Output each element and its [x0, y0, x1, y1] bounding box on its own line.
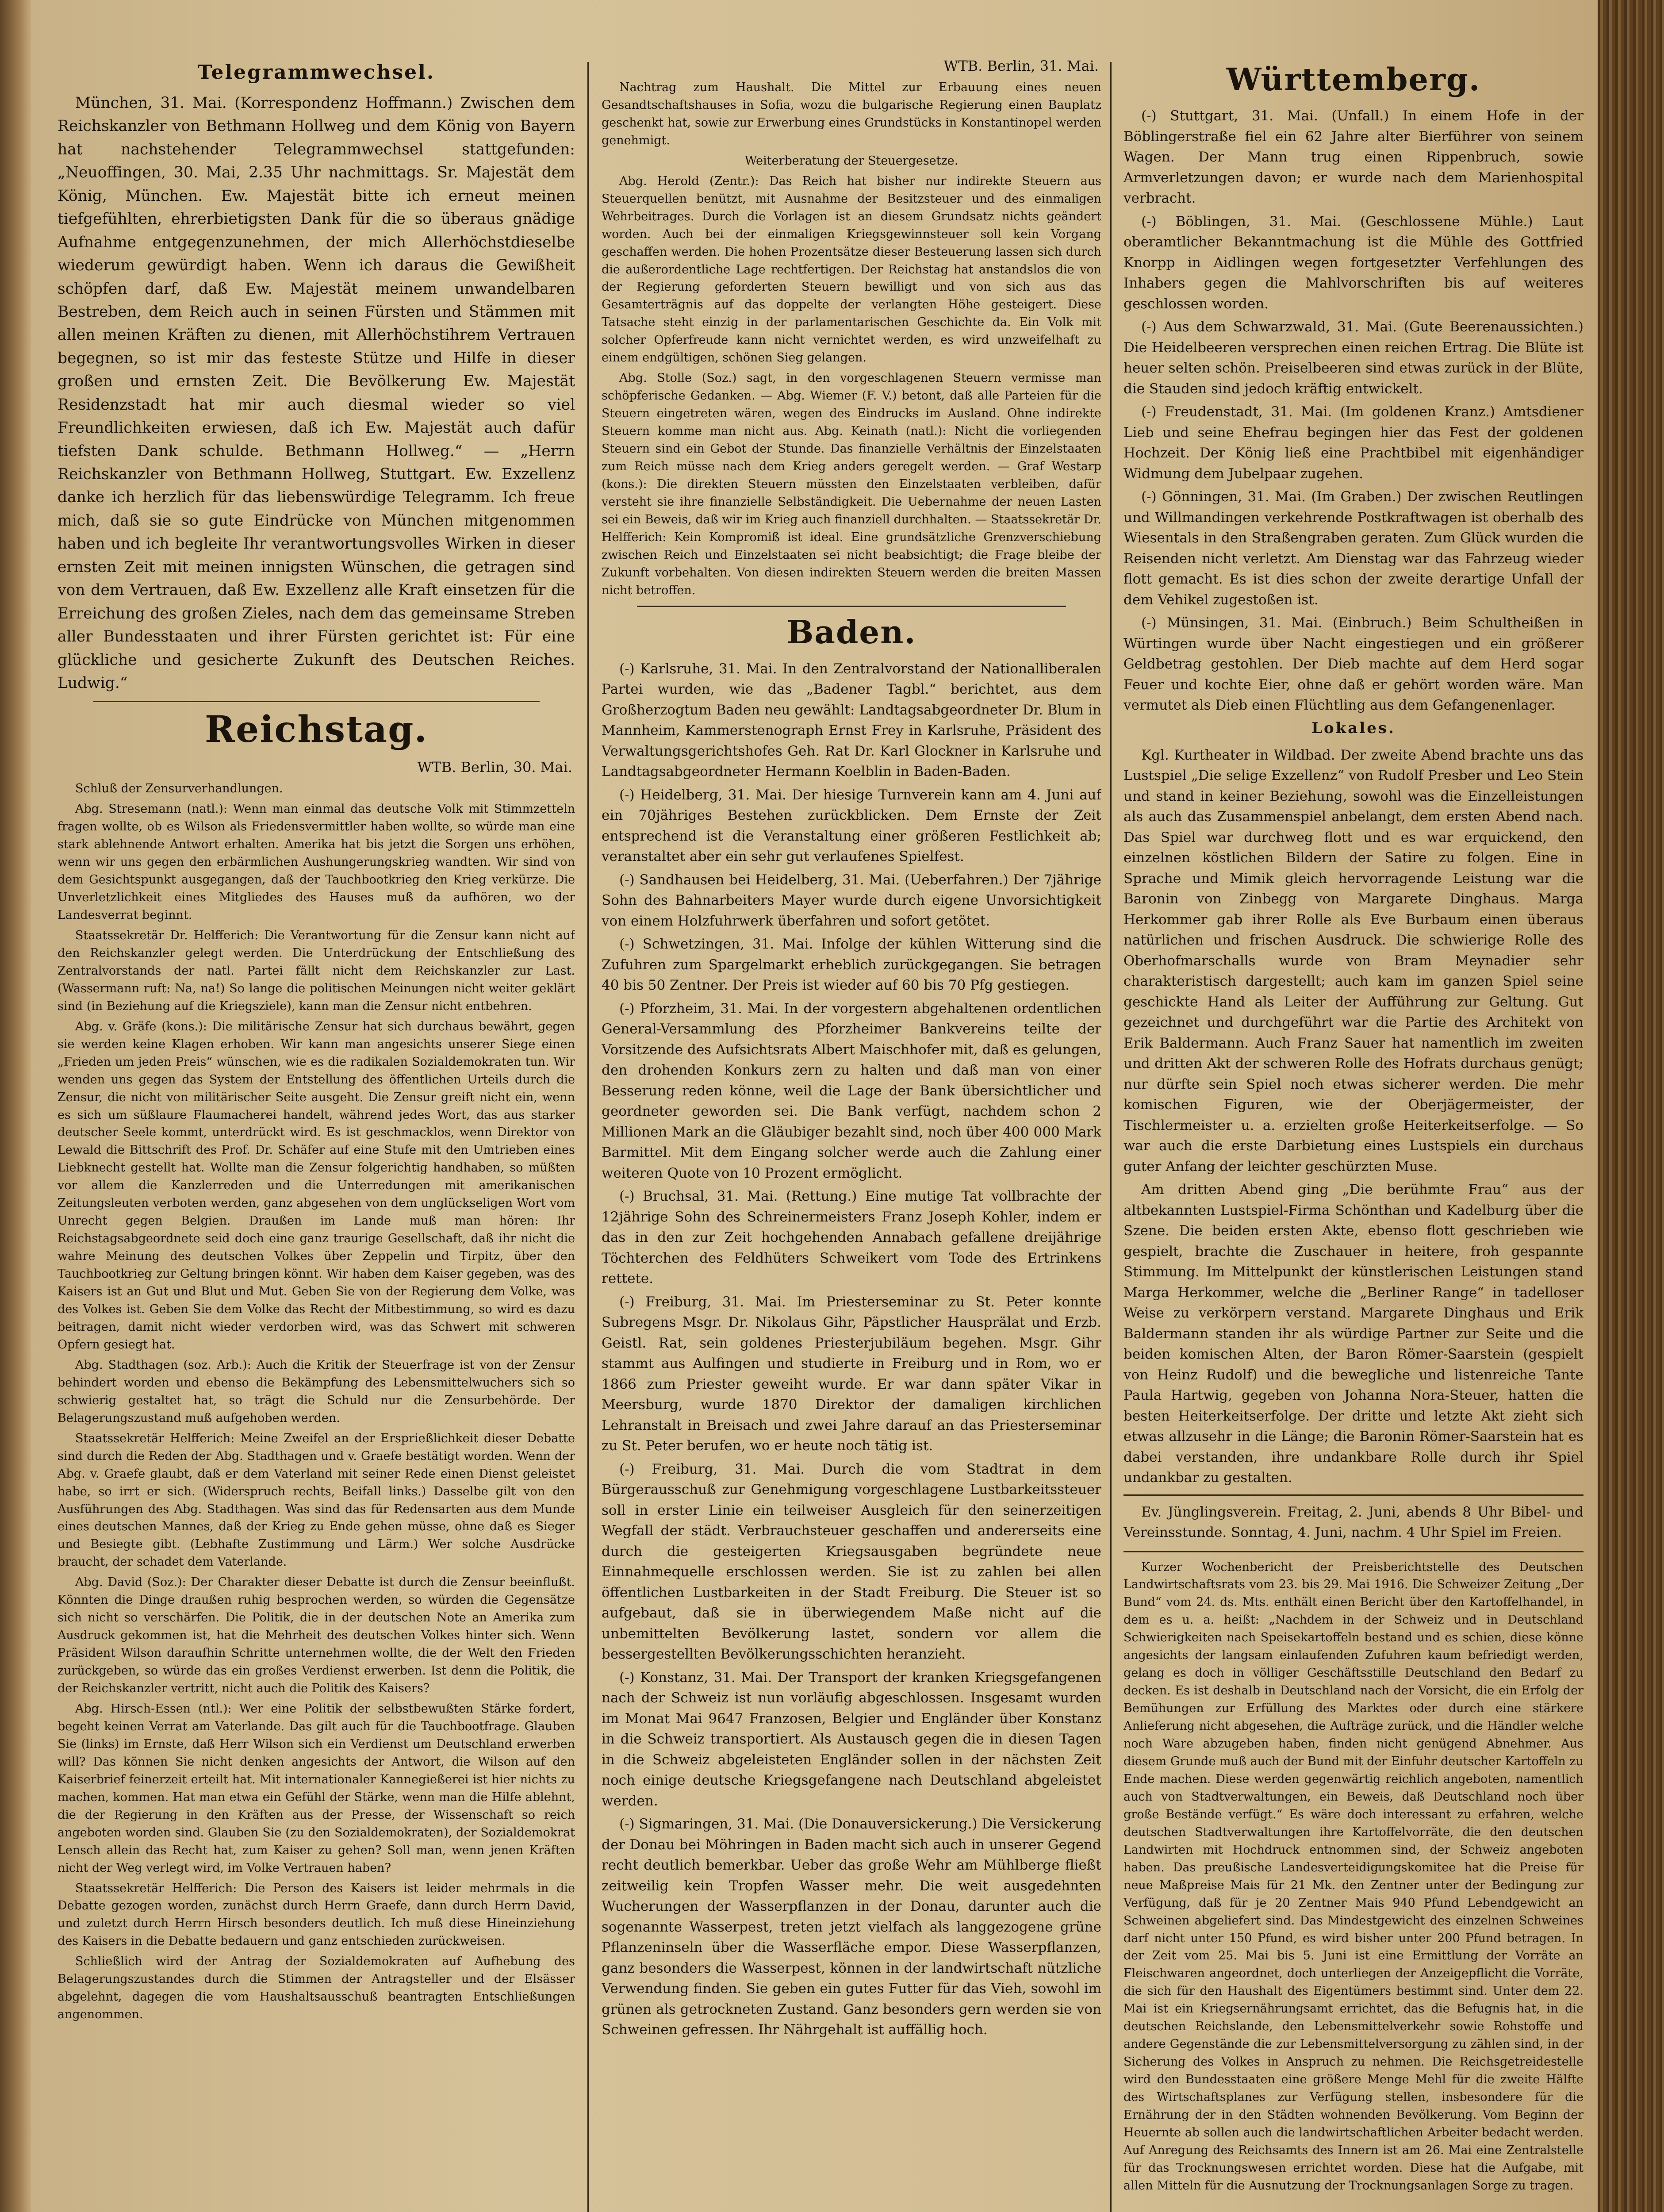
reichstag-paragraph: Staatssekretär Dr. Helfferich: Die Verantwortung für die Zensur kann nicht auf den Reichskanzler gelegt werden. Die Unterdrückung der Entschließung des Zentralvorstands der natl. Partei fällt nicht dem Reichskanzler zur Last. (Wassermann ruft: Na, na!) So lange die politischen Meinungen nicht weiter geklärt sind (in Beziehung auf die Kriegsziele), kann man die Zensur nicht entbehren.: [58, 929, 575, 1013]
separator: [1123, 1494, 1583, 1496]
page-edge-left: [0, 0, 31, 2212]
newspaper-page: [31, 0, 1598, 2212]
baden-item: (-) Freiburg, 31. Mai. Durch die vom Stadtrat in dem Bürgerausschuß zur Genehmigung vorgeschlagene Lustbarkeitssteuer soll in erster Linie ein teilweiser Ausgleich für den seinerzeitigen Wegfall der städt. Verbrauchsteuer geschaffen und andererseits eine durch die gesteigerten Kriegsausgaben begründete neue Einnahmequelle erschlossen werden. Sie ist zu zahlen bei allen öffentlichen Lustbarkeiten in der Stadt Freiburg. Die Steuer ist so aufgebaut, daß sie in überwiegendem Maße nicht auf die unbemittelten Bevölkerung lastet, sondern vor allem die bessergestellten Bevölkerungsschichten heranzieht.: [602, 1461, 1101, 1663]
book-spine: [1598, 0, 1664, 2212]
baden-item: (-) Pforzheim, 31. Mai. In der vorgestern abgehaltenen ordentlichen General-Versammlung des Pforzheimer Bankvereins teilte der Vorsitzende des Aufsichtsrats Albert Maischhofer mit, daß es gelungen, den drohenden Konkurs zern zu halten und daß man von einer Besserung reden könne, weil die Lage der Bank übersichtlicher und geordneter geworden sei. Die Bank verfügt, nachdem schon 2 Millionen Mark an die Gläubiger bezahlt sind, noch über 400 000 Mark Barmittel. Mit dem Eingang solcher werde auch die Zahlung einer weiteren Quote von 10 Prozent ermöglicht.: [602, 1000, 1101, 1181]
berlin-text: Nachtrag zum Haushalt. Die Mittel zur Erbauung eines neuen Gesandtschaftshauses in Sofia, wozu die bulgarische Regierung einen Bauplatz geschenkt hat, sowie zur Erwerbung eines Grundstücks in Konstantinopel werden genehmigt.: [602, 81, 1101, 147]
wuerttemberg-item: (-) Böblingen, 31. Mai. (Geschlossene Mühle.) Laut oberamtlicher Bekanntmachung ist die Mühle des Gottfried Knorpp in Aidlingen wegen fortgesetzter Verfehlungen des Inhabers gegen die Mahlvorschriften bis auf weiteres geschlossen worden.: [1123, 213, 1583, 312]
berlin-subheading: Weiterberatung der Steuergesetze.: [744, 154, 959, 168]
reichstag-paragraph: Schließlich wird der Antrag der Sozialdemokraten auf Aufhebung des Belagerungszustandes durch die Stimmen der Antragsteller und der Elsässer abgelehnt, dagegen die vom Haushaltsausschuß beantragten Entschließungen angenommen.: [58, 1955, 575, 2022]
wuerttemberg-item: (-) Freudenstadt, 31. Mai. (Im goldenen Kranz.) Amtsdiener Lieb und seine Ehefrau begingen hier das Fest der goldenen Hochzeit. Der König ließ eine Prachtbibel mit eigenhändiger Widmung dem Jubelpaar zugehen.: [1123, 404, 1583, 482]
wuerttemberg-item: (-) Aus dem Schwarzwald, 31. Mai. (Gute Beerenaussichten.) Die Heidelbeeren versprechen einen reichen Ertrag. Die Blüte ist heuer selten schön. Preiselbeeren sind etwas zurück in der Blüte, die Stauden sind jedoch kräftig entwickelt.: [1123, 319, 1583, 397]
separator: [93, 701, 540, 702]
column-rule: [587, 62, 589, 2212]
reichstag-paragraph: Staatssekretär Helfferich: Meine Zweifel an der Ersprießlichkeit dieser Debatte sind durch die Reden der Abg. Stadthagen und v. Graefe bestätigt worden. Wenn der Abg. v. Graefe glaubt, daß er dem Vaterland mit seiner Rede einen Dienst geleistet habe, so irrt er sich. (Widerspruch rechts, Beifall links.) Dasselbe gilt von den Ausführungen des Abg. Stadthagen. Was sind das für Redensarten aus dem Munde eines deutschen Mannes, daß der Krieg zu Ende gehen müsse, ohne daß es Sieger und Besiegte gibt. (Lebhafte Zustimmung und Lärm.) Wer solche Ausdrücke braucht, der schadet dem Vaterlande.: [58, 1431, 575, 1569]
column-middle: [602, 58, 1101, 2212]
baden-item: (-) Heidelberg, 31. Mai. Der hiesige Turnverein kann am 4. Juni auf ein 70jähriges Bestehen zurückblicken. Dem Ernste der Zeit entsprechend ist die Veranstaltung einer größeren Festlichkeit ab; veranstaltet aber ein sehr gut verlaufenes Spielfest.: [602, 787, 1101, 865]
wochenbericht-text: Kurzer Wochenbericht der Preisberichtstelle des Deutschen Landwirtschaftsrats vom 23. bis 29. Mai 1916. Die Schweizer Zeitung „Der Bund“ vom 24. ds. Mts. enthält einen Bericht über den Kartoffelhandel, in dem es u. a. heißt: „Nachdem in der Schweiz und in Deutschland Schwierigkeiten nach Speisekartoffeln bestand und es schien, diese könne angesichts der langsam einlaufenden Zufuhren kaum befriedigt werden, gelang es doch in völliger Geschäftsstille Deutschland den Bedarf zu decken. Es ist deshalb in Deutschland nach der Vorsicht, die ein Erfolg der Bemühungen zur Erfüllung des Marktes oder durch eine stärkere Anlieferung nicht abgesehen, die Aufträge zurück, und die Händler welche noch Ware abzugeben haben, finden nicht genügend Abnehmer. Aus diesem Grunde muß auch der Bund mit der Einfuhr deutscher Kartoffeln zu Ende machen. Diese werden gegenwärtig reichlich angeboten, namentlich auch von Stadtverwaltungen, ein Beweis, daß Deutschland noch über große Bestände verfügt.“ Es wäre doch interessant zu erfahren, welche deutschen Stadtverwaltungen ihre Kartoffelvorräte, die den deutschen Landwirten mit Hochdruck entnommen sind, der Schweiz angeboten haben. Das preußische Landesverteidigungskomitee hat die Preise für neue Maßpreise Mais für 21 Mk. den Zentner unter der Bedingung zur Verfügung, daß für je 20 Zentner Mais 940 Pfund Lebendgewicht an Schweinen abgeliefert sind. Das Mindestgewicht des einzelnen Schweines darf nicht unter 150 Pfund, es wird bisher unter 200 Pfund betragen. In der Zeit vom 25. Mai bis 5. Juni ist eine Ermittlung der Vorräte an Fleischwaren angeordnet, doch unterliegen der Anzeigepflicht die Vorräte, die sich für den Haushalt des Eigentümers bestimmt sind. Unter dem 22. Mai ist ein Kriegsernährungsamt errichtet, das die Befugnis hat, in die deutschen Reichslande, den Lebensmittelverkehr sowie Rohstoffe und andere Gegenstände die zur Lebensmittelversorgung zu zählen sind, in der Sicherung des Volkes in Anspruch zu nehmen. Die Reichsgetreidestelle wird den Bundesstaaten eine größere Menge Mehl für die zweite Hälfte des Wirtschaftsplanes zur Verfügung stellen, insbesondere für die Ernährung der in den Städten wohnenden Bevölkerung. Vom Beginn der Heuernte ab sollen auch die landwirtschaftlichen Arbeiter bedacht werden. Auf Anregung des Reichsamts des Innern ist am 26. Mai eine Zentralstelle für das Trocknungswesen errichtet worden. Diese hat die Aufgabe, mit allen Mitteln für die Ausnutzung der Trocknungsanlagen Sorge zu tragen.: [1123, 1560, 1583, 2193]
lokales-heading: Lokales.: [1311, 719, 1396, 737]
column-left: [58, 58, 575, 2212]
baden-item: (-) Sandhausen bei Heidelberg, 31. Mai. (Ueberfahren.) Der 7jährige Sohn des Bahnarbeiters Mayer wurde durch eigene Unvorsichtigkeit von einem Holzfuhrwerk überfahren und sofort getötet.: [602, 872, 1101, 929]
baden-item: (-) Sigmaringen, 31. Mai. (Die Donauversickerung.) Die Versickerung der Donau bei Möhringen in Baden macht sich auch in unserer Gegend recht deutlich bemerkbar. Ueber das große Wehr am Mühlberge fließt zeitweilig kein Tropfen Wasser mehr. Die weit ausgedehnten Wucherungen der Wasserpflanzen in der Donau, darunter auch die sogenannte Wasserpest, treten jetzt vielfach als langgezogene grüne Pflanzeninseln über die Wasserfläche empor. Diese Wasserpflanzen, ganz besonders die Wasserpest, können in der landwirtschaft nützliche Verwendung finden. Sie geben ein gutes Futter für das Vieh, sowohl im grünen als getrockneten Zustand. Ganz besonders gern werden sie von Schweinen gefressen. Ihr Nährgehalt ist auffällig hoch.: [602, 1816, 1101, 2038]
reichstag-paragraph: Abg. Stadthagen (soz. Arb.): Auch die Kritik der Steuerfrage ist von der Zensur behindert worden und ebenso die Bekämpfung des Lebensmittelwuchers sich so schwierig gestaltet hat, so trägt die Schuld nur die Zensurbehörde. Der Belagerungszustand muß aufgehoben werden.: [58, 1358, 575, 1425]
berlin-text: Abg. Stolle (Soz.) sagt, in den vorgeschlagenen Steuern vermisse man schöpferische Gedanken. — Abg. Wiemer (F. V.) betont, daß alle Parteien für die Steuern eingetreten wären, wegen des Eindrucks im Ausland. Ohne indirekte Steuern komme man nicht aus. Abg. Keinath (natl.): Nicht die vorliegenden Steuern sind ein Gebot der Stunde. Das finanzielle Verhältnis der Einzelstaaten zum Reich müsse nach dem Krieg anders geregelt werden. — Graf Westarp (kons.): Die direkten Steuern müssten den Einzelstaaten verbleiben, dafür versteht sie ihre finanzielle Selbständigkeit. Die Uebernahme der neuen Lasten sei ein Beweis, daß wir im Krieg auch finanziell durchhalten. — Staatssekretär Dr. Helfferich: Kein Kompromiß ist ideal. Eine grundsätzliche Grenzverschiebung zwischen Reich und Einzelstaaten sei nicht beabsichtigt; die Frage bleibe der Zukunft vorbehalten. Von diesen indirekten Steuern werden die breiten Massen nicht betroffen.: [602, 371, 1101, 597]
wuerttemberg-item: (-) Gönningen, 31. Mai. (Im Graben.) Der zwischen Reutlingen und Willmandingen verkehrende Postkraftwagen ist oberhalb des Wiesentals in den Straßengraben geraten. Zum Glück wurden die Reisenden nicht verletzt. Am Dienstag war das Fahrzeug wieder flott gemacht. Es ist dies schon der zweite derartige Unfall der dem Vehikel zugestoßen ist.: [1123, 489, 1583, 608]
reichstag-paragraph: Staatssekretär Helfferich: Die Person des Kaisers ist leider mehrmals in die Debatte gezogen worden, zunächst durch Herrn Graefe, dann durch Herrn David, und zuletzt durch Herrn Hirsch besonders deutlich. Ich muß diese Hineinziehung des Kaisers in die Debatte bedauern und ganz entschieden zurückweisen.: [58, 1881, 575, 1948]
reichstag-paragraph: Abg. David (Soz.): Der Charakter dieser Debatte ist durch die Zensur beeinflußt. Könnten die Dinge draußen ruhig besprochen werden, so würden die Gegensätze sich nicht so verschärfen. Die Politik, die in der deutschen Note an Amerika zum Ausdruck gekommen ist, hat die Mehrheit des deutschen Volkes hinter sich. Wenn Präsident Wilson daraufhin Schritte unternehmen wollte, die der Welt den Frieden zurückgeben, so würde das ein großes Verdienst erwerben. Ist denn die Politik, die der Reichskanzler vertritt, nicht auch die Politik des Kaisers?: [58, 1575, 575, 1696]
reichstag-paragraph: Schluß der Zensurverhandlungen.: [75, 782, 283, 796]
wuerttemberg-item: (-) Stuttgart, 31. Mai. (Unfall.) In einem Hofe in der Böblingerstraße fiel ein 62 Jahre alter Bierführer von seinem Wagen. Der Mann trug einen Rippenbruch, sowie Armverletzungen davon; er wurde nach dem Marienhospital verbracht.: [1123, 108, 1583, 206]
wochenbericht-box: [1123, 1551, 1583, 2195]
wuerttemberg-heading: Württemberg.: [1226, 61, 1481, 98]
separator: [637, 606, 1066, 607]
berlin-text: Abg. Herold (Zentr.): Das Reich hat bisher nur indirekte Steuern aus Steuerquellen benützt, mit Ausnahme der Besitzsteuer und des einmaligen Wehrbeitrages. Durch die Vorlagen ist an diesem Grundsatz nichts geändert worden. Auch bei der einmaligen Kriegsgewinnsteuer soll kein Vorgang geschaffen werden. Die hohen Prozentsätze dieser Besteuerung lassen sich durch die außerordentliche Lage rechtfertigen. Der Reichstag hat anstandslos die von der Regierung geforderten Steuern bewilligt und von sich aus das Gesamterträgnis auf das doppelte der verlangten Höhe gesteigert. Diese Tatsache steht einzig in der parlamentarischen Geschichte da. Ein Volk mit solcher Opferfreude kann nicht vernichtet werden, es wird unzweifelhaft zu einem endgültigen, schönen Sieg gelangen.: [602, 174, 1101, 365]
wuerttemberg-item: (-) Münsingen, 31. Mai. (Einbruch.) Beim Schultheißen in Würtingen wurde über Nacht eingestiegen und ein größerer Geldbetrag gestohlen. Der Dieb machte auf dem Herd sogar Feuer und kochte Eier, ohne daß er gehört worden wäre. Man vermutet als Dieb einen Flüchtling aus dem Gefangenenlager.: [1123, 615, 1583, 713]
telegramm-heading: Telegrammwechsel.: [197, 61, 435, 84]
baden-item: (-) Bruchsal, 31. Mai. (Rettung.) Eine mutige Tat vollbrachte der 12jährige Sohn des Schreinermeisters Franz Joseph Kohler, indem er das in den zur Zeit hochgehenden Annabach gefallene dreijährige Töchterchen des Feldhüters Schweikert vom Tode des Ertrinkens rettete.: [602, 1188, 1101, 1287]
baden-item: (-) Schwetzingen, 31. Mai. Infolge der kühlen Witterung sind die Zufuhren zum Spargelmarkt erheblich zurückgegangen. Sie betragen 40 bis 50 Zentner. Der Preis ist wieder auf 60 bis 70 Pfg gestiegen.: [602, 936, 1101, 994]
reichstag-heading: Reichstag.: [204, 708, 428, 751]
berlin-dateline: WTB. Berlin, 31. Mai.: [943, 58, 1099, 74]
telegramm-text: München, 31. Mai. (Korrespondenz Hoffmann.) Zwischen dem Reichskanzler von Bethmann Hollweg und dem König von Bayern hat nachstehender Telegrammwechsel stattgefunden: „Neuoffingen, 30. Mai, 2.35 Uhr nachmittags. Sr. Majestät dem König, München. Ew. Majestät bitte ich erneut meinen tiefgefühlten, ehrerbietigsten Dank für die so überaus gnädige Aufnahme entgegenzunehmen, der mich Allerhöchstdieselbe wiederum gewürdigt haben. Wenn ich daraus die Gewißheit schöpfen darf, daß Ew. Majestät meinem unwandelbaren Bestreben, dem Reich auch in seinen Fürsten und Stämmen mit allen meinen Kräften zu dienen, mit Allerhöchstihrem Vertrauen begegnen, so ist mir das festeste Stütze und Hilfe in dieser großen und ernsten Zeit. Die Bevölkerung Ew. Majestät Residenzstadt hat mir auch diesmal wieder so viel Freundlichkeiten erwiesen, daß ich Ew. Majestät auch dafür tiefsten Dank schulde. Bethmann Hollweg.“ — „Herrn Reichskanzler von Bethmann Hollweg, Stuttgart. Ew. Exzellenz danke ich herzlich für das liebenswürdige Telegramm. Ich freue mich, daß sie so gute Eindrücke von München mitgenommen haben und ich begleite Ihr verantwortungsvolles Wirken in dieser ernsten Zeit mit meinen innigsten Wünschen, die getragen sind von dem Vertrauen, daß Ew. Exzellenz alle Kraft einsetzen für die Erreichung des großen Zieles, nach dem das gemeinsame Streben aller Bundesstaaten und ihrer Fürsten gerichtet ist: Für eine glückliche und gesicherte Zukunft des Deutschen Reiches. Ludwig.“: [58, 94, 575, 692]
column-right: [1123, 58, 1583, 2212]
baden-heading: Baden.: [786, 613, 916, 651]
verein-notice: Ev. Jünglingsverein. Freitag, 2. Juni, abends 8 Uhr Bibel- und Vereinsstunde. Sonntag, 4. Juni, nachm. 4 Uhr Spiel im Freien.: [1123, 1504, 1583, 1540]
lokales-paragraph: Am dritten Abend ging „Die berühmte Frau“ aus der altbekannten Lustspiel-Firma Schönthan und Kadelburg über die Szene. Die beiden ersten Akte, ebenso flott geschrieben wie gespielt, brachte die Zuschauer in heitere, froh gespannte Stimmung. Im Mittelpunkt der künstlerischen Leistungen stand Marga Herkommer, welche die „Berliner Range“ in tadelloser Weise zu verkörpern verstand. Margarete Dinghaus und Erik Baldermann standen ihr als würdige Partner zur Seite und die beiden komischen Alten, der Baron Römer-Saarstein (gespielt von Heinz Rudolf) und die bewegliche und listenreiche Tante Paula Hartwig, gegeben von Johanna Nora-Steuer, hatten die besten Heiterkeitserfolge. Der dritte und letzte Akt zieht sich etwas allzusehr in die Länge; die Baronin Römer-Saarstein hat es dabei verstanden, ihre undankbare Rolle durch ihr Spiel undankbar zu gestalten.: [1123, 1182, 1583, 1486]
baden-item: (-) Freiburg, 31. Mai. Im Priesterseminar zu St. Peter konnte Subregens Msgr. Dr. Nikolaus Gihr, Päpstlicher Hausprälat und Erzb. Geistl. Rat, sein goldenes Priesterjubiläum begehen. Msgr. Gihr stammt aus Aulfingen und studierte in Freiburg und in Rom, wo er 1866 zum Priester geweiht wurde. Er war dann später Vikar in Meersburg, wurde 1870 Direktor der damaligen kirchlichen Lehranstalt in Breisach und zwei Jahre darauf an das Priesterseminar zu St. Peter berufen, wo er heute noch tätig ist.: [602, 1294, 1101, 1454]
baden-item: (-) Karlsruhe, 31. Mai. In den Zentralvorstand der Nationalliberalen Partei wurden, wie das „Badener Tagbl.“ berichtet, aus dem Großherzogtum Baden neu gewählt: Landtagsabgeordneter Dr. Blum in Mannheim, Kammerstenograph Ernst Frey in Karlsruhe, Präsident des Verwaltungsgerichtshofes Geh. Rat Dr. Karl Glockner in Karlsruhe und Landtagsabgeordneter Hermann Koelblin in Baden-Baden.: [602, 661, 1101, 780]
column-rule: [1110, 62, 1112, 2212]
baden-item: (-) Konstanz, 31. Mai. Der Transport der kranken Kriegsgefangenen nach der Schweiz ist nun vorläufig abgeschlossen. Insgesamt wurden im Monat Mai 9647 Franzosen, Belgier und Engländer über Konstanz in die Schweiz transportiert. Als Austausch gegen die in diesen Tagen in die Schweiz abgeleisteten Engländer sollen in der nächsten Zeit noch einige deutsche Kriegsgefangene nach Deutschland abgeleistet werden.: [602, 1669, 1101, 1809]
reichstag-dateline: WTB. Berlin, 30. Mai.: [417, 759, 572, 776]
reichstag-paragraph: Abg. Hirsch-Essen (ntl.): Wer eine Politik der selbstbewußten Stärke fordert, begeht keinen Verrat am Vaterlande. Das gilt auch für die Tauchbootfrage. Glauben Sie (links) im Ernste, daß Herr Wilson sich ein Verdienst um Deutschland erwerben will? Das können Sie nicht denken angesichts der Antwort, die Wilson auf den Kaiserbrief feinerzeit erteilt hat. Mit internationaler Kannegießerei ist hier nichts zu machen, kommen. Hat man etwa ein Gefühl der Stärke, wenn man die Hilfe ablehnt, die der Regierung in den Kräften aus der Presse, der Wissenschaft so reich angeboten worden sind. Glauben Sie (zu den Sozialdemokraten), der Sozialdemokrat Lensch allein das Recht hat, zum Kaiser zu gehen? Soll man, wenn jenen Kräften nicht der Weg verlegt wird, im Volke Vertrauen haben?: [58, 1701, 575, 1875]
reichstag-paragraph: Abg. v. Gräfe (kons.): Die militärische Zensur hat sich durchaus bewährt, gegen sie werden keine Klagen erhoben. Wir kann man angesichts unserer Siege einen „Frieden um jeden Preis“ wünschen, wie es die radikalen Sozialdemokraten tun. Wir wenden uns gegen das System der Entstellung des öffentlichen Urteils durch die Zensur, die nicht von militärischer Seite ausgeht. Die Zensur greift nicht ein, wenn es sich um süßlaure Flaumacherei handelt, während jedes Wort, das aus starker deutscher Seele kommt, unterdrückt wird. Es ist geschmacklos, wenn Direktor von Lewald die Bittschrift des Prof. Dr. Schäfer auf eine Stufe mit den Umtrieben eines Liebknecht gestellt hat. Wollte man die Zensur folgerichtig handhaben, so müßten vor allem die Kanzlerreden und die Unterredungen mit amerikanischen Zeitungsleuten verboten werden, ganz abgesehen von dem unglückseligen Wort vom Unrecht gegen Belgien. Draußen im Lande muß man hören: Ihr Reichstagsabgeordnete seid doch eine ganz traurige Gesellschaft, daß ihr nicht die wahre Meinung des deutschen Volkes über Zeppelin und Tirpitz, über den Tauchbootkrieg zur Geltung bringen könnt. Wir haben dem Kaiser gegeben, was des Kaisers ist an Gut und Blut und Mut. Geben Sie von der Regierung dem Volke, was des Volkes ist. Geben Sie dem Volke das Recht der Mitbestimmung, so wird es dazu beitragen, damit nicht wieder verdorben wird, was das Schwert mit schweren Opfern gesiegt hat.: [58, 1019, 575, 1352]
lokales-paragraph: Kgl. Kurtheater in Wildbad. Der zweite Abend brachte uns das Lustspiel „Die selige Exzellenz“ von Rudolf Presber und Leo Stein und stand in keiner Beziehung, sowohl was die Einzelleistungen als auch das Zusammenspiel anbelangt, dem ersten Abend nach. Das Spiel war durchweg flott und es war erquickend, den einzelnen köstlichen Bildern der Satire zu folgen. Eine in Sprache und Mimik gleich hervorragende Leistung war die Baronin von Zinbegg von Margarete Dinghaus. Marga Herkommer gab ihrer Rolle als Eve Burbaum einen überaus natürlichen und frischen Ausdruck. Die schwierige Rolle des Oberhofmarschalls wurde von Bram Meynadier sehr charakteristisch dargestellt; auch kam im ganzen Spiel seine geschickte Hand als Leiter der Aufführung zur Geltung. Gut gezeichnet und durchgeführt war die Partie des Architekt von Erik Baldermann. Auch Franz Sauer hat namentlich im zweiten und dritten Akt der schweren Rolle des Hofrats durchaus genügt; nur dürfte sein Spiel noch etwas sicherer werden. Die mehr komischen Figuren, wie der Oberjägermeister, der Tischlermeister u. a. erzielten große Heiterkeitserfolge. — So war auch die erste Darbietung eines Lustspiels ein durchaus guter Anfang der leichter geschürzten Muse.: [1123, 747, 1583, 1175]
reichstag-paragraph: Abg. Stresemann (natl.): Wenn man einmal das deutsche Volk mit Stimmzetteln fragen wollte, ob es Wilson als Friedensvermittler haben wollte, so würde man eine stark ablehnende Antwort erhalten. Amerika hat bis jetzt die Sorgen uns erhöhen, wenn wir uns gegen den erbärmlichen Aushungerungskrieg wandten. Wir sind von dem Gesichtspunkt ausgegangen, daß der Tauchbootkrieg den Krieg verkürze. Die Unverletzlichkeit eines Mitgliedes des Hauses muß da aufhören, wo der Landesverrat beginnt.: [58, 802, 575, 922]
